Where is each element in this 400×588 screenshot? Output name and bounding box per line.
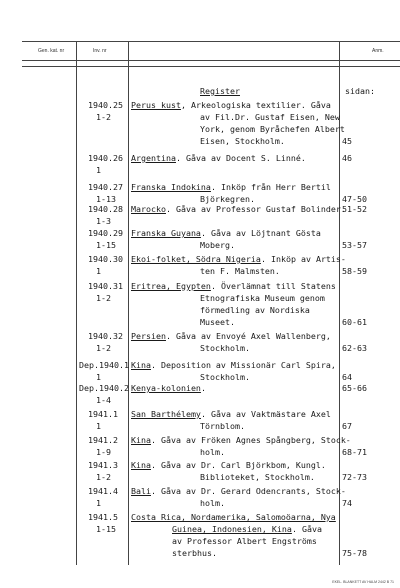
inventory-number: 1940.27	[88, 182, 123, 192]
entry-text: Museet.	[200, 317, 235, 327]
object-range: 1-3	[96, 216, 111, 226]
page-reference: 46	[342, 153, 352, 163]
place-name: Franska Guyana	[131, 228, 201, 238]
column-header-anm: Anm.	[372, 48, 384, 54]
page-reference: 62-63	[342, 343, 367, 353]
page-reference: 64	[342, 372, 352, 382]
entry-text: Björkegren.	[200, 194, 255, 204]
object-range: 1-2	[96, 472, 111, 482]
object-range: 1-13	[96, 194, 116, 204]
entry-text: Moberg.	[200, 240, 235, 250]
object-range: 1-9	[96, 447, 111, 457]
column-divider-2	[128, 41, 129, 565]
entry-text: , Arkeologiska textilier. Gåva	[181, 100, 331, 110]
entry-text: . Gåva av Professor Gustaf Bolinder.	[166, 204, 346, 214]
object-range: 1-2	[96, 343, 111, 353]
place-name: Ekoi-folket, Södra Nigeria	[131, 254, 261, 264]
place-name: Perus kust	[131, 100, 181, 110]
object-range: 1	[96, 165, 101, 175]
page-reference: 74	[342, 498, 352, 508]
entry-text: Biblioteket, Stockholm.	[200, 472, 315, 482]
inventory-number: 1940.28	[88, 204, 123, 214]
page-reference: 47-50	[342, 194, 367, 204]
inventory-number: Dep.1940.1	[79, 360, 129, 370]
place-name: Costa Rica, Nordamerika, Salomoöarna, Nya	[131, 512, 336, 522]
page-reference: 53-57	[342, 240, 367, 250]
place-name: Argentina	[131, 153, 176, 163]
object-range: 1	[96, 266, 101, 276]
entry-text: . Överlämnat till Statens	[211, 281, 336, 291]
page-reference: 75-78	[342, 548, 367, 558]
object-range: 1-2	[96, 112, 111, 122]
entry-text: sterbhus.	[172, 548, 217, 558]
entry-text: . Inköp från Herr Bertil	[211, 182, 331, 192]
page-reference: 65-66	[342, 383, 367, 393]
place-name: Kina	[131, 360, 151, 370]
inventory-number: 1940.26	[88, 153, 123, 163]
page-reference: 72-73	[342, 472, 367, 482]
entry-text: Etnografiska Museum genom	[200, 293, 325, 303]
object-range: 1-4	[96, 395, 111, 405]
entry-text: . Gåva av Dr. Gerard Odencrants, Stock-	[151, 486, 346, 496]
place-name: Kina	[131, 460, 151, 470]
entry-text: . Inköp av Artis-	[261, 254, 346, 264]
header-top-rule	[22, 41, 400, 42]
inventory-number: 1941.3	[88, 460, 118, 470]
column-header-inv-nr: Inv. nr	[93, 48, 107, 54]
entry-text: Guinea, Indonesien, Kina	[172, 524, 292, 534]
place-name: San Barthélemy	[131, 409, 201, 419]
place-name: Franska Indokina	[131, 182, 211, 192]
entry-text: av Fil.Dr. Gustaf Eisen, New	[200, 112, 340, 122]
inventory-number: 1940.31	[88, 281, 123, 291]
inventory-number: 1940.29	[88, 228, 123, 238]
inventory-number: 1941.2	[88, 435, 118, 445]
place-name: Kina	[131, 435, 151, 445]
page-reference: 67	[342, 421, 352, 431]
entry-text: holm.	[200, 447, 225, 457]
object-range: 1	[96, 421, 101, 431]
entry-text: ten F. Malmsten.	[200, 266, 280, 276]
inventory-number: 1941.5	[88, 512, 118, 522]
entry-text: av Professor Albert Engströms	[172, 536, 317, 546]
entry-text: holm.	[200, 498, 225, 508]
object-range: 1-2	[96, 293, 111, 303]
entry-text: .	[201, 383, 206, 393]
entry-text: Törnblom.	[200, 421, 245, 431]
header-double-rule	[22, 66, 400, 67]
inventory-number: 1940.30	[88, 254, 123, 264]
entry-text: . Gåva av Fröken Agnes Spångberg, Stock-	[151, 435, 351, 445]
place-name: Eritrea, Egypten	[131, 281, 211, 291]
inventory-number: 1940.32	[88, 331, 123, 341]
inventory-number: 1941.1	[88, 409, 118, 419]
entry-text: Stockholm.	[200, 343, 250, 353]
page-reference: 45	[342, 136, 352, 146]
place-name: Marocko	[131, 204, 166, 214]
entry-text: . Gåva av Dr. Carl Björkbom, Kungl.	[151, 460, 326, 470]
column-divider-1	[76, 41, 77, 565]
entry-text: Stockholm.	[200, 372, 250, 382]
entry-text: förmedling av Nordiska	[200, 305, 310, 315]
entry-text: . Deposition av Missionär Carl Spira,	[151, 360, 336, 370]
page-column-heading: sidan:	[345, 86, 375, 96]
header-bottom-rule	[22, 60, 400, 61]
inventory-number: Dep.1940.2	[79, 383, 129, 393]
inventory-number: 1941.4	[88, 486, 118, 496]
page-reference: 58-59	[342, 266, 367, 276]
column-header-gen-kat-nr: Gen. kat. nr	[38, 48, 65, 54]
page-reference: 51-52	[342, 204, 367, 214]
place-name: Kenya-kolonien	[131, 383, 201, 393]
entry-text: . Gåva av Envoyé Axel Wallenberg,	[166, 331, 331, 341]
page-reference: 60-61	[342, 317, 367, 327]
entry-text: York, genom Byråchefen Albert	[200, 124, 345, 134]
object-range: 1-15	[96, 240, 116, 250]
entry-text: . Gåva av Vaktmästare Axel	[201, 409, 331, 419]
place-name: Bali	[131, 486, 151, 496]
entry-text: . Gåva av Docent S. Linné.	[176, 153, 306, 163]
object-range: 1-15	[96, 524, 116, 534]
entry-text: . Gåva	[292, 524, 322, 534]
register-title: Register	[200, 86, 240, 96]
entry-text: Eisen, Stockholm.	[200, 136, 285, 146]
object-range: 1	[96, 498, 101, 508]
inventory-number: 1940.25	[88, 100, 123, 110]
form-footer: EKEL. BLANKETT AV HALM 2442 B 71	[332, 580, 394, 584]
page-reference: 68-71	[342, 447, 367, 457]
object-range: 1	[96, 372, 101, 382]
entry-text: . Gåva av Löjtnant Gösta	[201, 228, 321, 238]
place-name: Persien	[131, 331, 166, 341]
